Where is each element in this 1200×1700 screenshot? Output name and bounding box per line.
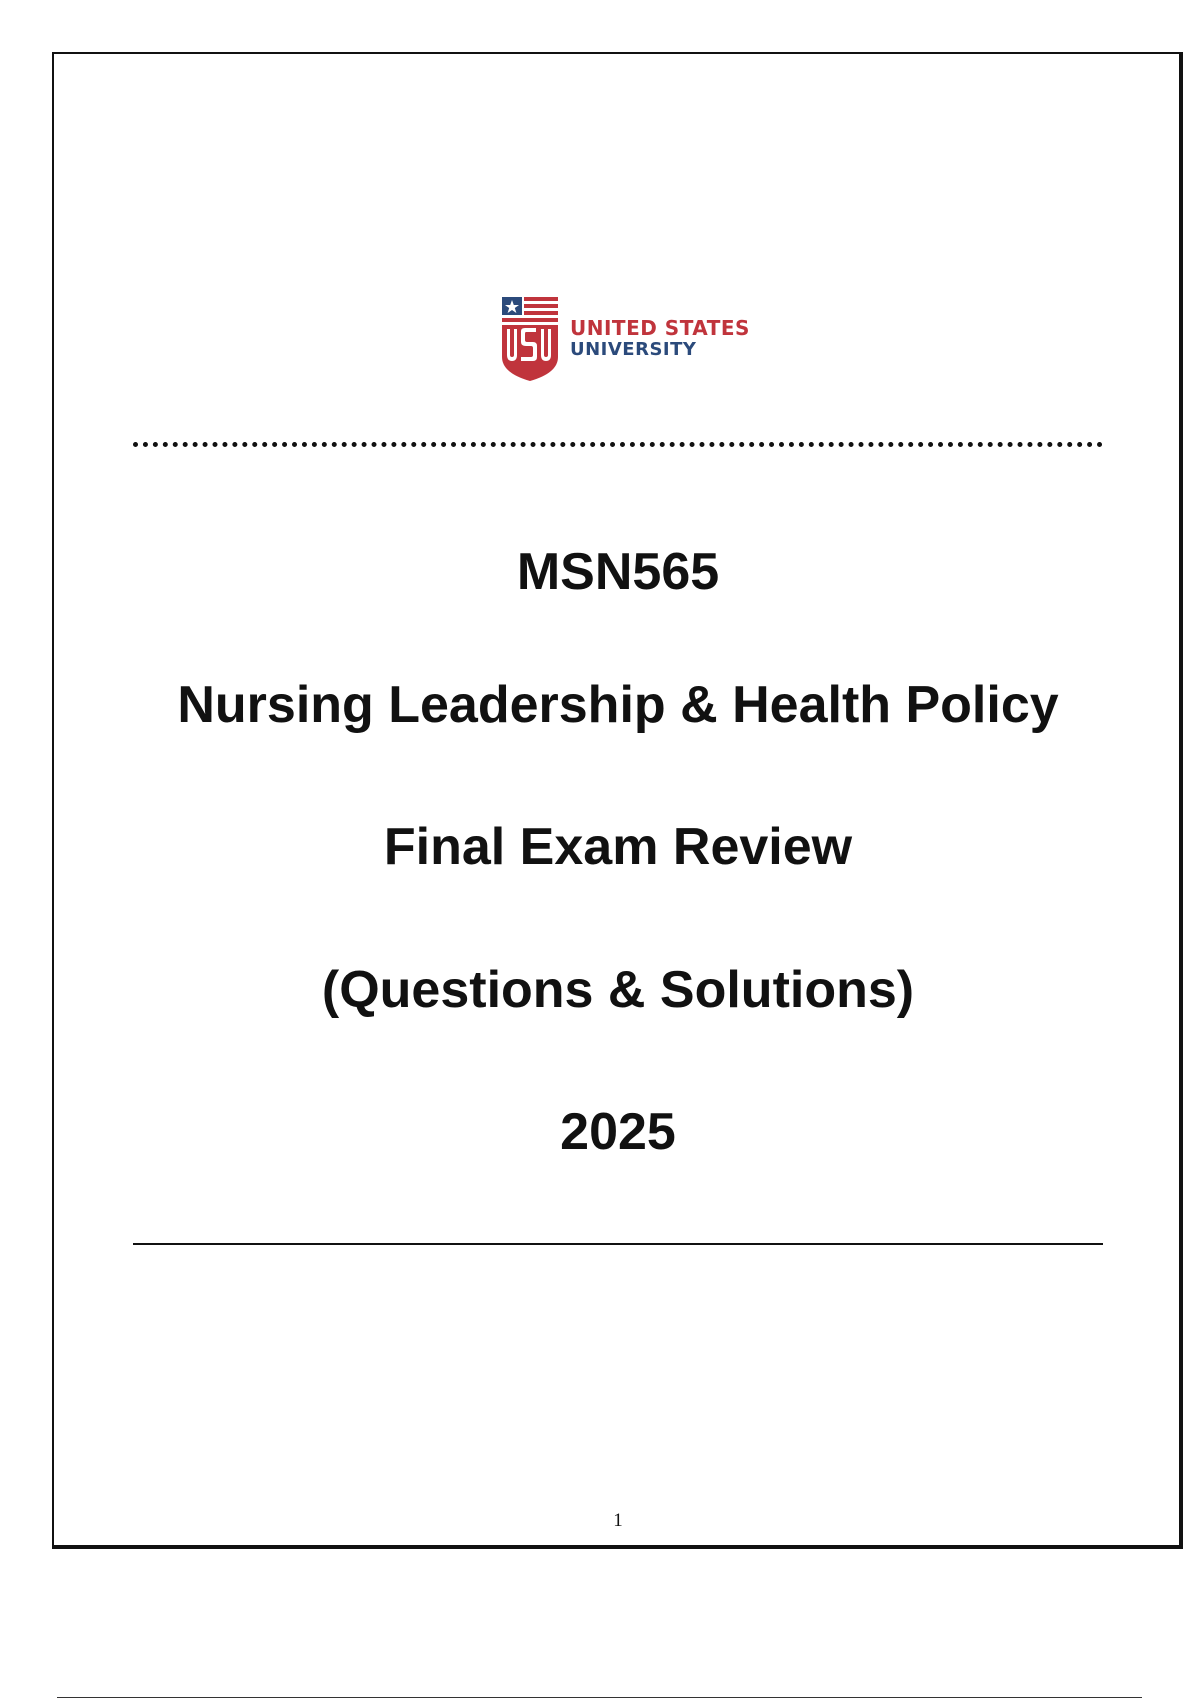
- solid-divider: [133, 1243, 1103, 1245]
- logo-wordmark: [570, 317, 750, 361]
- logo-line-university: UNIVERSITY: [570, 339, 697, 360]
- document-title: Final Exam Review: [383, 818, 853, 876]
- course-code: MSN565: [516, 543, 720, 601]
- page-number: 1: [613, 1510, 623, 1531]
- dotted-divider: [133, 442, 1103, 447]
- logo-line-united-states: UNITED STATES: [570, 316, 750, 340]
- page-frame: [52, 52, 1183, 1549]
- university-logo: [500, 295, 750, 383]
- document-subtitle: (Questions & Solutions): [321, 961, 915, 1019]
- document-year: 2025: [560, 1103, 676, 1161]
- bottom-edge-rule: [57, 1697, 1142, 1698]
- course-title: Nursing Leadership & Health Policy: [177, 676, 1059, 734]
- usu-shield-logo-icon: [500, 295, 560, 383]
